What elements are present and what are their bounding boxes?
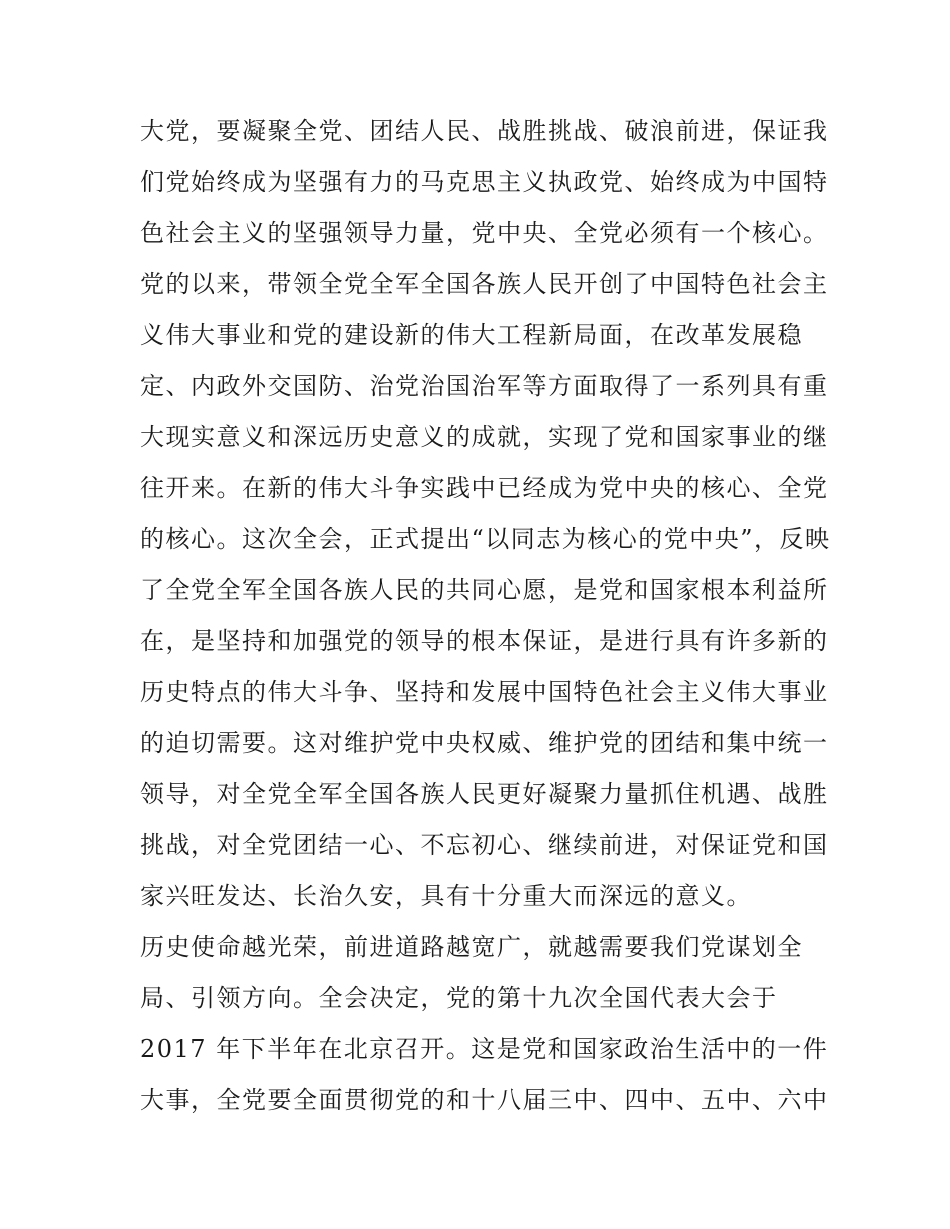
- text-line: 定、内政外交国防、治党治国治军等方面取得了一系列具有重: [140, 372, 829, 400]
- text-line: 色社会主义的坚强领导力量，党中央、全党必须有一个核心。: [140, 219, 829, 247]
- text-line: 2017 年下半年在北京召开。这是党和国家政治生活中的一件: [140, 1035, 829, 1063]
- text-line: 历史特点的伟大斗争、坚持和发展中国特色社会主义伟大事业: [140, 678, 829, 706]
- text-line: 领导，对全党全军全国各族人民更好凝聚力量抓住机遇、战胜: [140, 780, 829, 808]
- text-line: 往开来。在新的伟大斗争实践中已经成为党中央的核心、全党: [140, 474, 829, 502]
- text-line: 的迫切需要。这对维护党中央权威、维护党的团结和集中统一: [140, 729, 829, 757]
- text-line: 挑战，对全党团结一心、不忘初心、继续前进，对保证党和国: [140, 831, 829, 859]
- text-line: 家兴旺发达、长治久安，具有十分重大而深远的意义。: [140, 882, 752, 910]
- body-text: [140, 106, 831, 1126]
- text-line: 的核心。这次全会，正式提出“以同志为核心的党中央”，反映: [140, 525, 831, 553]
- text-line: 局、引领方向。全会决定，党的第十九次全国代表大会于: [140, 984, 778, 1012]
- text-line: 大现实意义和深远历史意义的成就，实现了党和国家事业的继: [140, 423, 829, 451]
- text-line: 历史使命越光荣，前进道路越宽广，就越需要我们党谋划全: [140, 933, 803, 961]
- text-line: 了全党全军全国各族人民的共同心愿，是党和国家根本利益所: [140, 576, 829, 604]
- text-line: 义伟大事业和党的建设新的伟大工程新局面，在改革发展稳: [140, 321, 803, 349]
- text-line: 在，是坚持和加强党的领导的根本保证，是进行具有许多新的: [140, 627, 829, 655]
- text-line: 大事，全党要全面贯彻党的和十八届三中、四中、五中、六中: [140, 1086, 829, 1114]
- text-line: 大党，要凝聚全党、团结人民、战胜挑战、破浪前进，保证我: [140, 117, 829, 145]
- text-line: 党的以来，带领全党全军全国各族人民开创了中国特色社会主: [140, 270, 829, 298]
- text-line: 们党始终成为坚强有力的马克思主义执政党、始终成为中国特: [140, 168, 829, 196]
